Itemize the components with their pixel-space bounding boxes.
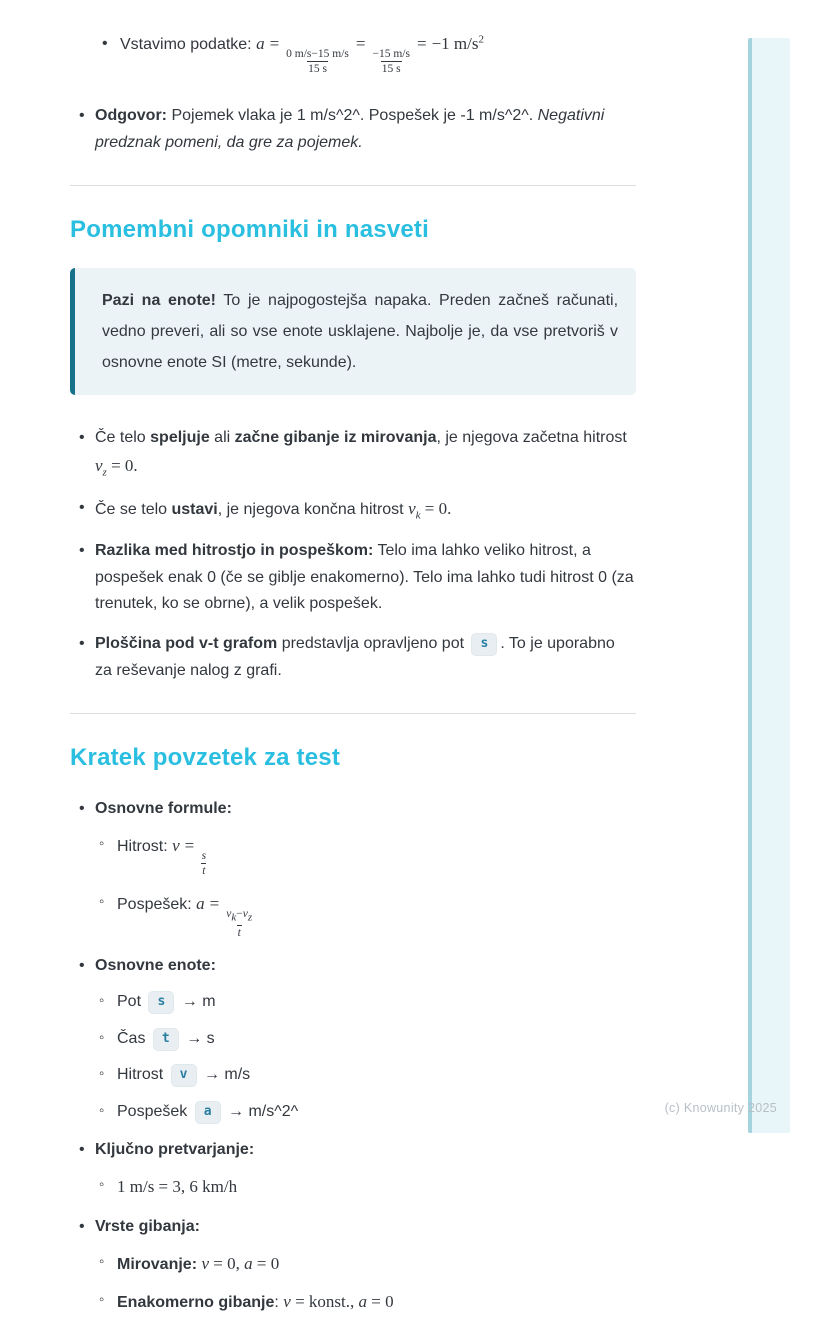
formula-result: −1 m/s [431, 34, 479, 53]
list-item-enote [95, 953, 636, 1124]
list-item-pretvarjanje [95, 1137, 636, 1200]
section-title-reminders: Pomembni opomniki in nasveti [70, 215, 429, 243]
math-hitrost [172, 835, 208, 878]
page-edge-strip [748, 38, 790, 1133]
list-item-hitrost [117, 832, 636, 879]
text: Hitrost [117, 1066, 168, 1084]
unit-text: s [206, 1029, 215, 1047]
list-item-pospesek-enota [117, 1099, 636, 1125]
list-item-cas [117, 1026, 636, 1052]
math-text: = konst., [290, 1292, 359, 1312]
bold-text: Enakomerno gibanje [117, 1294, 275, 1312]
list-item [120, 30, 636, 77]
bold-text: Mirovanje: [117, 1255, 198, 1273]
inline-code-t: t [153, 1028, 179, 1051]
reminders-list [70, 425, 636, 685]
math-var: v [172, 835, 180, 855]
odgovor-italic: Negativni predznak pomeni, da gre za pojemek. [95, 106, 605, 151]
text: Če se telo [95, 500, 172, 518]
math-var: v [95, 455, 103, 475]
gibanja-sublist [95, 1250, 636, 1316]
text: Pot [117, 992, 146, 1010]
pretvarjanje-sublist [95, 1173, 636, 1201]
text: Hitrost: [117, 837, 173, 855]
arrow-icon: → [203, 1066, 220, 1084]
fraction-denominator: t [237, 926, 241, 939]
inline-code-a: a [195, 1101, 221, 1124]
list-item-mirovanje [117, 1250, 636, 1278]
unit-text: m [202, 992, 216, 1010]
minus-sign: − [236, 907, 243, 920]
list-item-pot [117, 989, 636, 1015]
text: ali [209, 429, 235, 447]
bold-text: ustavi [171, 500, 218, 518]
formula-var: a [256, 34, 265, 53]
equals-sign: = [209, 893, 220, 913]
section-title-summary: Kratek povzetek za test [70, 744, 341, 772]
bold-text: Osnovne enote: [95, 957, 216, 975]
bold-text: Osnovne formule: [95, 800, 232, 818]
bold-text: speljuje [150, 429, 210, 447]
inline-code-s: s [148, 991, 174, 1014]
text: Če telo [95, 429, 151, 447]
math-var: v [283, 1292, 291, 1312]
bold-text: Razlika med hitrostjo in pospeškom: [95, 541, 374, 559]
bold-text: Ključno pretvarjanje: [95, 1141, 255, 1159]
list-item-gibanja [95, 1214, 636, 1316]
text: Telo ima lahko veliko hitrost, a pospešek enak 0 (če se giblje enakomerno). Telo ima lahko tudi hitrost 0 (za trenutek, ko se obrne), a velik pospešek. [95, 541, 634, 613]
math-text: = 0. [106, 455, 138, 475]
enote-sublist [95, 989, 636, 1124]
math-enakomerno [283, 1292, 393, 1311]
math-text: = 0. [420, 498, 452, 518]
fraction [226, 907, 252, 940]
bold-text: začne gibanje iz mirovanja [234, 429, 437, 447]
equals-sign: = [184, 835, 195, 855]
math-pospesek [196, 893, 254, 939]
intro-sublist [70, 30, 636, 77]
list-item-razlika [95, 538, 636, 619]
math-var: a [244, 1253, 253, 1273]
vstavimo-formula [256, 33, 484, 76]
text: Čas [117, 1029, 150, 1047]
fraction-denominator: 15 s [308, 63, 327, 76]
fraction-numerator: 0 m/s−15 m/s [286, 48, 349, 60]
math-var: v [201, 1253, 210, 1273]
arrow-icon: → [186, 1029, 203, 1047]
text: . To je uporabno za reševanje nalog z grafi. [95, 635, 615, 680]
fraction-denominator: t [202, 865, 206, 878]
text: : [274, 1294, 284, 1312]
odgovor-text: Pojemek vlaka je 1 m/s^2^. Pospešek je -1 m/s^2^. [167, 106, 538, 124]
divider [70, 713, 636, 714]
callout-bold: Pazi na enote! [102, 291, 217, 309]
text: Pospešek [117, 1102, 192, 1120]
fraction-2 [372, 47, 409, 77]
bold-text: Ploščina pod v-t grafom [95, 635, 278, 653]
math-var: v [242, 907, 248, 920]
text: predstavlja opravljeno pot [277, 635, 469, 653]
list-item-hitrost-enota [117, 1062, 636, 1088]
copyright-watermark: (c) Knowunity 2025 [664, 1101, 777, 1115]
unit-text: m/s [224, 1066, 251, 1084]
math-var: v [226, 907, 232, 920]
math-var: v [408, 498, 416, 518]
odgovor-bold: Odgovor: [95, 106, 167, 124]
equals-sign: = [269, 34, 280, 53]
list-item-pospesek [117, 890, 636, 940]
math-text: 1 m/s = 3, 6 km/h [117, 1177, 238, 1197]
list-item-konverzija [117, 1173, 636, 1201]
math-subscript: z [102, 466, 107, 479]
text: Pospešek: [117, 895, 197, 913]
math-vz [95, 455, 138, 479]
equals-sign: = [355, 34, 366, 53]
document-content [70, 30, 636, 1329]
math-mirovanje [201, 1254, 279, 1273]
unit-text: m/s^2^ [248, 1102, 299, 1120]
list-item-ustavi [95, 495, 636, 525]
arrow-icon: → [228, 1102, 244, 1120]
fraction-denominator: 15 s [381, 63, 401, 76]
fraction-1 [286, 47, 349, 77]
bold-text: Vrste gibanja: [95, 1217, 200, 1235]
fraction [201, 849, 206, 879]
equals-sign: = [416, 34, 427, 53]
fraction-numerator: −15 m/s [372, 48, 410, 60]
inline-code-s: s [471, 633, 497, 656]
divider [70, 185, 636, 186]
math-var: a [196, 893, 205, 913]
formula-exponent: 2 [478, 33, 484, 46]
summary-list [70, 796, 636, 1316]
text: , je njegova končna hitrost [217, 500, 409, 518]
formule-sublist [95, 832, 636, 940]
math-text: = 0 [252, 1253, 280, 1273]
list-item-formule [95, 796, 636, 940]
math-text: = 0, [209, 1253, 245, 1273]
math-subscript: z [247, 910, 253, 923]
math-text: = 0 [367, 1292, 394, 1312]
callout-box [70, 268, 636, 396]
list-item-speljuje [95, 425, 636, 482]
fraction-numerator [226, 907, 252, 925]
list-item-ploscina [95, 631, 636, 685]
list-item-odgovor [95, 103, 636, 157]
text: , je njegova začetna hitrost [436, 429, 627, 447]
list-item-enakomerno [117, 1288, 636, 1316]
inline-code-v: v [171, 1064, 197, 1087]
math-subscript: k [415, 509, 421, 522]
math-subscript: k [231, 910, 237, 923]
callout-text: To je najpogostejša napaka. Preden začneš računati, vedno preveri, ali so vse enote usklajene. Najbolje je, da vse pretvoriš v osnovne enote SI (metre, sekunde). [102, 291, 619, 371]
intro-list [70, 103, 636, 157]
vstavimo-lead: Vstavimo podatke: [120, 36, 257, 53]
arrow-icon: → [181, 992, 198, 1010]
fraction-numerator: s [201, 849, 207, 862]
math-var: a [358, 1292, 367, 1312]
math-vk [408, 498, 452, 522]
